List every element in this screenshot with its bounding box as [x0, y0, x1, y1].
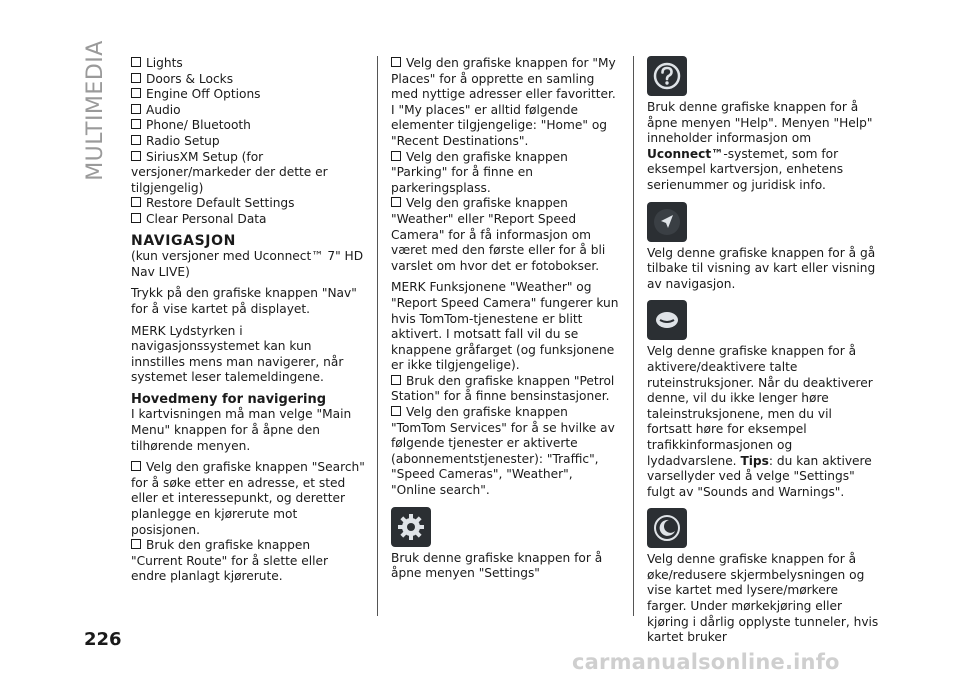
- paragraph: Velg denne grafiske knappen for å aktivere/deaktivere talte ruteinstruksjoner. Når du deaktiverer denne, vil du ikke lenger høre taleinstruksjonene, men du vil fortsatt høre for eksempel trafikkinformasjonen og lydadvarslene. Tips: du kan aktivere varsellyder ved å velge "Settings" fulgt av "Sounds and Warnings".: [647, 344, 873, 499]
- checkbox-icon: [131, 539, 141, 549]
- checkbox-icon: [391, 406, 401, 416]
- paragraph: Velg denne grafiske knappen for å øke/redusere skjermbelysningen og vise kartet med lysere/mørkere farger. Under mørkekjøring eller kjøring i dårlig opplyste tunneler, hvis kartet bruker: [647, 552, 879, 645]
- paragraph: I kartvisningen må man velge "Main Menu" knappen for å åpne den tilhørende menyen.: [131, 407, 352, 453]
- column-3: [647, 56, 879, 646]
- list-item: SiriusXM Setup (for versjoner/markeder der dette er tilgjengelig): [131, 149, 328, 195]
- question-icon: [647, 56, 687, 96]
- checkbox-icon: [131, 88, 141, 98]
- brand-name: Uconnect™: [647, 146, 724, 161]
- checkbox-icon: [131, 151, 141, 161]
- checkbox-icon: [131, 57, 141, 67]
- navigation-arrow-icon: [647, 202, 687, 242]
- bullet-paragraph: Velg den grafiske knappen for "My Places" for å opprette en samling med nyttige adresser eller favoritter. I "My places" er alltid følgende elementer tilgjengelige: "Home" og "Recent Destinations".: [391, 56, 616, 148]
- column-1: [131, 56, 365, 585]
- checkbox-icon: [131, 104, 141, 114]
- checkbox-icon: [391, 375, 401, 385]
- bullet-paragraph: Velg den grafiske knappen "Parking" for å finne en parkeringsplass.: [391, 149, 568, 195]
- checkbox-icon: [131, 73, 141, 83]
- tips-label: Tips: [740, 453, 769, 468]
- note-paragraph: MERK Lydstyrken i navigasjonssystemet kan kun innstilles mens man navigerer, når systemet leser talemeldingene.: [131, 323, 344, 385]
- bullet-paragraph: Velg den grafiske knappen "TomTom Services" for å se hvilke av følgende tjenester er aktiverte (abonnementstjenester): "Traffic", "Speed Cameras", "Weather", "Online search".: [391, 405, 615, 498]
- gear-icon: [391, 507, 431, 547]
- list-item: Clear Personal Data: [131, 212, 365, 228]
- paragraph: (kun versjoner med Uconnect™ 7" HD Nav LIVE): [131, 249, 364, 279]
- bullet-paragraph: Velg den grafiske knappen "Weather" eller "Report Speed Camera" for å få informasjon om været med den første eller for å bli varslet om hvor det er fotobokser.: [391, 196, 606, 273]
- list-item: Restore Default Settings: [131, 196, 365, 212]
- paragraph: Trykk på den grafiske knappen "Nav" for å vise kartet på displayet.: [131, 286, 357, 316]
- checkbox-icon: [391, 151, 401, 161]
- checkbox-icon: [131, 461, 141, 471]
- column-2: [391, 56, 619, 582]
- list-item: Lights: [131, 56, 365, 72]
- note-paragraph: MERK Funksjonene "Weather" og "Report Speed Camera" fungerer kun hvis TomTom-tjenestene er blitt aktivert. I motsatt fall vil du se knappene gråfarget (og funksjonene er ikke tilgjengelige).: [391, 280, 619, 373]
- list-item: Doors & Locks: [131, 72, 365, 88]
- list-item: Radio Setup: [131, 134, 365, 150]
- checkbox-icon: [131, 119, 141, 129]
- paragraph: Bruk denne grafiske knappen for å åpne menyen "Settings": [391, 550, 603, 581]
- column-divider-1: [377, 56, 378, 616]
- checkbox-icon: [131, 135, 141, 145]
- bullet-paragraph: Bruk den grafiske knappen "Current Route" for å slette eller endre planlagt kjørerute.: [131, 538, 329, 584]
- speech-icon: [647, 300, 687, 340]
- page-number: 226: [84, 629, 122, 650]
- list-item: Engine Off Options: [131, 87, 365, 103]
- checkbox-icon: [391, 57, 401, 67]
- paragraph: Bruk denne grafiske knappen for å åpne menyen "Help". Menyen "Help" inneholder informasjon om Uconnect™-systemet, som for eksempel kartversjon, enhetens serienummer og juridisk info.: [647, 100, 873, 192]
- checkbox-icon: [391, 197, 401, 207]
- side-section-label: MULTIMEDIA: [82, 40, 108, 181]
- paragraph: Velg denne grafiske knappen for å gå tilbake til visning av kart eller visning av navigasjon.: [647, 245, 876, 291]
- section-title: NAVIGASJON: [131, 232, 236, 249]
- checkbox-icon: [131, 213, 141, 223]
- watermark: carmanualsonline.info: [572, 650, 840, 674]
- list-item: Phone/ Bluetooth: [131, 118, 365, 134]
- list-item: Audio: [131, 103, 365, 119]
- bullet-paragraph: Velg den grafiske knappen "Search" for å søke etter en adresse, et sted eller et interessepunkt, og deretter planlegge en kjørerute mot posisjonen.: [131, 460, 365, 537]
- night-mode-icon: [647, 508, 687, 548]
- subsection-title: Hovedmeny for navigering: [131, 391, 327, 407]
- column-divider-2: [633, 56, 634, 616]
- checkbox-icon: [131, 197, 141, 207]
- bullet-paragraph: Bruk den grafiske knappen "Petrol Station" for å finne bensinstasjoner.: [391, 373, 615, 404]
